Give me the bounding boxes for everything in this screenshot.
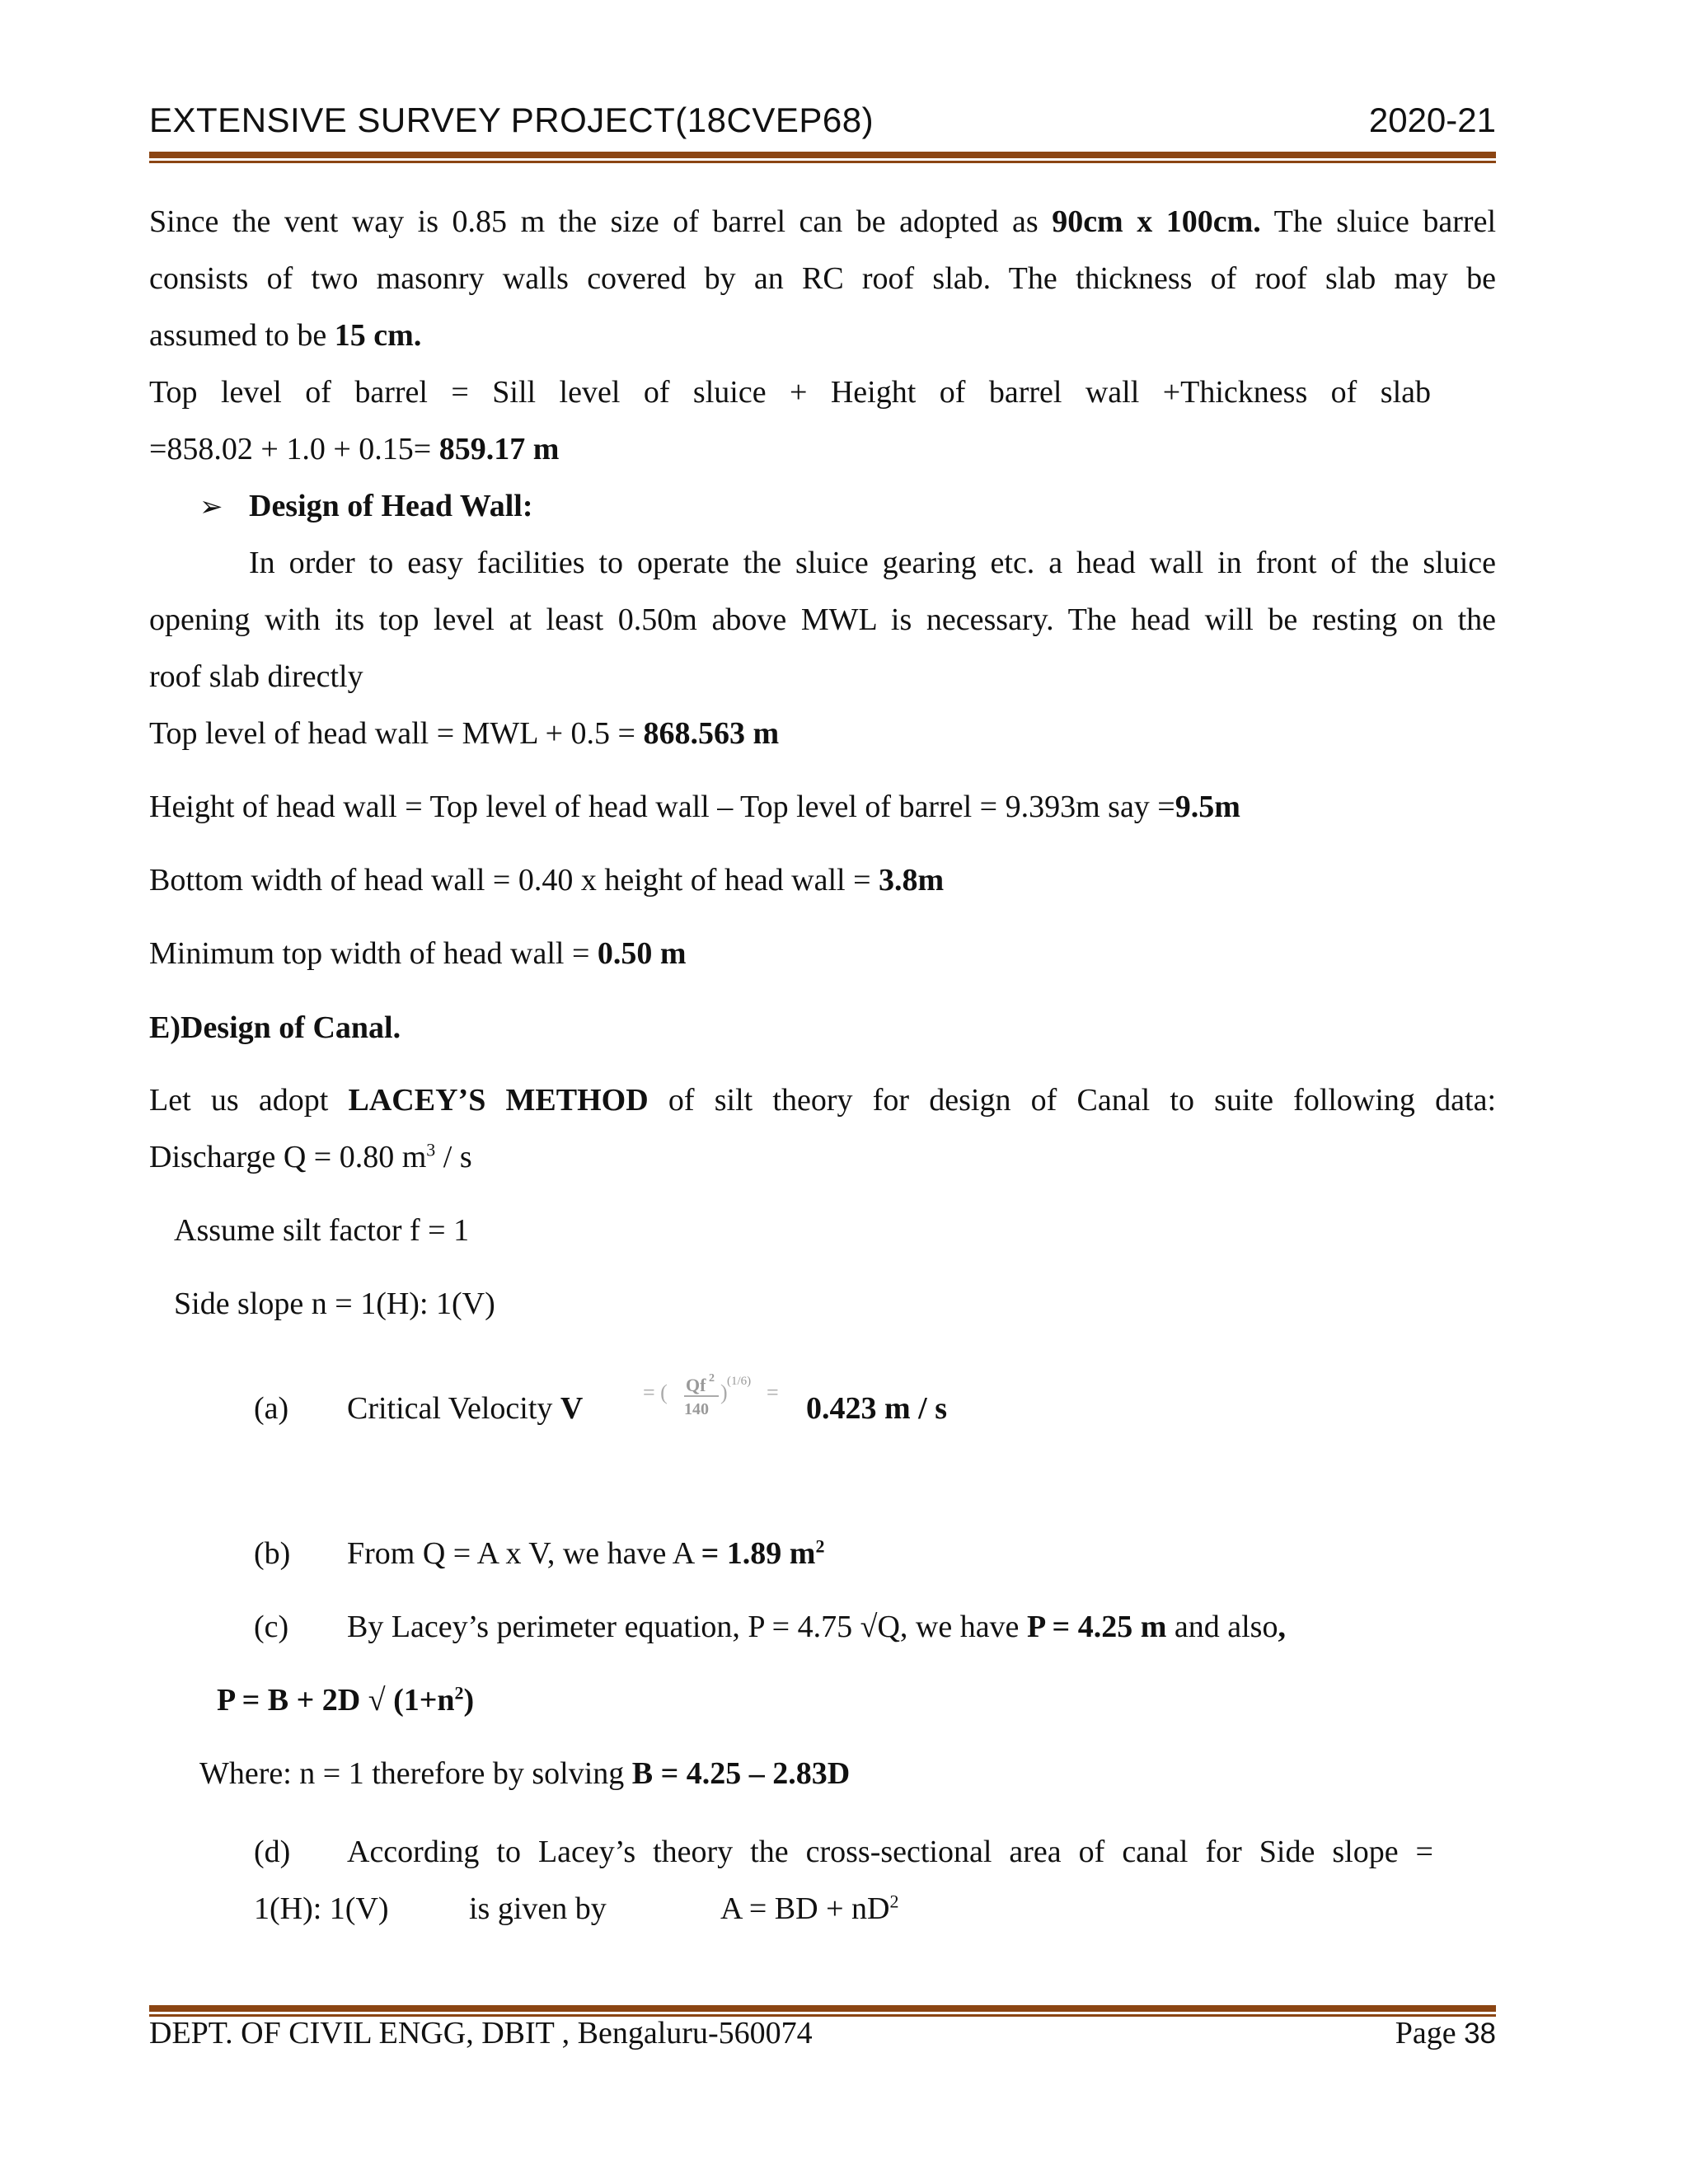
text-line bbox=[347, 1536, 824, 1572]
top-barrel-value: 859.17 m bbox=[438, 432, 560, 466]
superscript: 2 bbox=[889, 1891, 899, 1912]
svg-text:=: = bbox=[767, 1380, 779, 1404]
text-line: consists of two masonry walls covered by an RC roof slab. The thickness of roof slab may be bbox=[149, 261, 1496, 296]
top-headwall-value: 868.563 m bbox=[643, 716, 780, 751]
text-span: By Lacey’s perimeter equation, P = 4.75 √Q, we have bbox=[347, 1610, 1027, 1644]
text-line bbox=[149, 432, 559, 468]
text-line: opening with its top level at least 0.50m above MWL is necessary. The head will be resting on the bbox=[149, 602, 1496, 637]
footer-page bbox=[1395, 2015, 1496, 2051]
text-span: V bbox=[560, 1391, 584, 1426]
text-span: Discharge Q = 0.80 m bbox=[149, 1140, 427, 1174]
text-line: Top level of barrel = Sill level of sluice + Height of barrel wall +Thickness of slab bbox=[149, 375, 1431, 410]
text-line: Assume silt factor f = 1 bbox=[174, 1213, 470, 1248]
perimeter-equation bbox=[217, 1683, 474, 1719]
breadth-equation: B = 4.25 – 2.83D bbox=[631, 1756, 851, 1791]
arrow-bullet-icon: ➢ bbox=[199, 490, 223, 523]
method-name: LACEY’S METHOD bbox=[348, 1083, 649, 1118]
bottom-width-value: 3.8m bbox=[879, 863, 945, 898]
text-span: , bbox=[1278, 1610, 1286, 1644]
item-label-d: (d) bbox=[254, 1835, 291, 1869]
text-line bbox=[149, 1083, 1496, 1119]
formula-denominator: 140 bbox=[684, 1400, 709, 1418]
text-line bbox=[149, 716, 779, 752]
section-heading-canal bbox=[149, 1010, 401, 1047]
text-line bbox=[149, 790, 1240, 826]
item-label-b: (b) bbox=[254, 1536, 291, 1571]
text-span: From Q = A x V, we have A bbox=[347, 1536, 701, 1571]
perimeter-value: P = 4.25 m bbox=[1026, 1610, 1167, 1644]
text-line: roof slab directly bbox=[149, 659, 363, 694]
text-line: According to Lacey’s theory the cross-sectional area of canal for Side slope = bbox=[347, 1835, 1433, 1869]
text-span: Since the vent way is 0.85 m the size of barrel can be adopted as bbox=[149, 204, 1053, 239]
text-span: ) bbox=[463, 1683, 475, 1718]
page-label: Page bbox=[1395, 2016, 1465, 2050]
slab-thickness-value: 15 cm. bbox=[334, 318, 422, 353]
height-headwall-value: 9.5m bbox=[1175, 790, 1240, 824]
text-span: and also bbox=[1166, 1610, 1278, 1644]
text-line: is given by bbox=[469, 1891, 607, 1926]
text-line bbox=[149, 863, 944, 899]
text-span: A = BD + nD bbox=[720, 1891, 890, 1926]
text-span: The sluice barrel bbox=[1260, 204, 1497, 239]
header-title: EXTENSIVE SURVEY PROJECT(18CVEP68) bbox=[149, 101, 874, 139]
footer-dept: DEPT. OF CIVIL ENGG, DBIT , Bengaluru-560074 bbox=[149, 2016, 813, 2050]
formula-exponent: (1/6) bbox=[727, 1375, 752, 1388]
text-line bbox=[149, 936, 687, 972]
text-span: / s bbox=[435, 1140, 472, 1174]
item-label-a: (a) bbox=[254, 1391, 289, 1426]
heading-text: Design of Head Wall: bbox=[249, 489, 533, 523]
min-top-width-value: 0.50 m bbox=[597, 936, 687, 971]
header-rule-thin bbox=[149, 161, 1496, 163]
text-span: Top level of head wall = MWL + 0.5 = bbox=[149, 716, 644, 751]
area-value: = 1.89 m bbox=[701, 1536, 816, 1571]
svg-text:): ) bbox=[720, 1380, 728, 1404]
page-number: 38 bbox=[1464, 2018, 1496, 2050]
result-value: 0.423 m / s bbox=[806, 1391, 947, 1426]
item-label-c: (c) bbox=[254, 1610, 289, 1644]
text-line bbox=[347, 1610, 1286, 1646]
critical-velocity-result bbox=[806, 1391, 947, 1427]
text-span: assumed to be bbox=[149, 318, 335, 353]
text-span: Let us adopt bbox=[149, 1083, 349, 1118]
text-line bbox=[199, 1756, 850, 1793]
header-year: 2020-21 bbox=[1368, 101, 1496, 139]
text-span: =858.02 + 1.0 + 0.15= bbox=[149, 432, 439, 466]
text-line: Side slope n = 1(H): 1(V) bbox=[174, 1286, 495, 1321]
text-line: In order to easy facilities to operate the sluice gearing etc. a head wall in front of the sluice bbox=[249, 546, 1496, 580]
text-line bbox=[149, 204, 1496, 241]
critical-velocity-formula-image bbox=[643, 1366, 795, 1432]
text-line bbox=[347, 1391, 583, 1427]
text-span: Minimum top width of head wall = bbox=[149, 936, 598, 971]
formula-numerator: Qf bbox=[686, 1375, 706, 1395]
text-span: Bottom width of head wall = 0.40 x height of head wall = bbox=[149, 863, 879, 898]
section-heading-head-wall bbox=[199, 489, 533, 525]
page-header bbox=[149, 101, 1496, 150]
superscript: 2 bbox=[815, 1535, 825, 1557]
area-equation bbox=[720, 1891, 898, 1928]
text-span: Height of head wall = Top level of head wall – Top level of barrel = 9.393m say = bbox=[149, 790, 1175, 824]
text-line: 1(H): 1(V) bbox=[254, 1891, 389, 1926]
text-line bbox=[149, 318, 421, 354]
heading-text: E)Design of Canal. bbox=[149, 1010, 401, 1045]
text-span: Critical Velocity bbox=[347, 1391, 560, 1426]
header-rule-thick bbox=[149, 152, 1496, 158]
superscript: 3 bbox=[426, 1139, 436, 1160]
text-span: of silt theory for design of Canal to suite following data: bbox=[648, 1083, 1496, 1118]
text-line bbox=[149, 1140, 472, 1176]
superscript: 2 bbox=[454, 1682, 464, 1704]
text-span: P = B + 2D √ (1+n bbox=[217, 1683, 455, 1718]
text-span: Where: n = 1 therefore by solving bbox=[199, 1756, 632, 1791]
footer-rule-thick bbox=[149, 2005, 1496, 2012]
formula-numerator-sup: 2 bbox=[709, 1372, 715, 1385]
barrel-size-value: 90cm x 100cm. bbox=[1052, 204, 1261, 239]
svg-text:= (: = ( bbox=[643, 1380, 668, 1404]
